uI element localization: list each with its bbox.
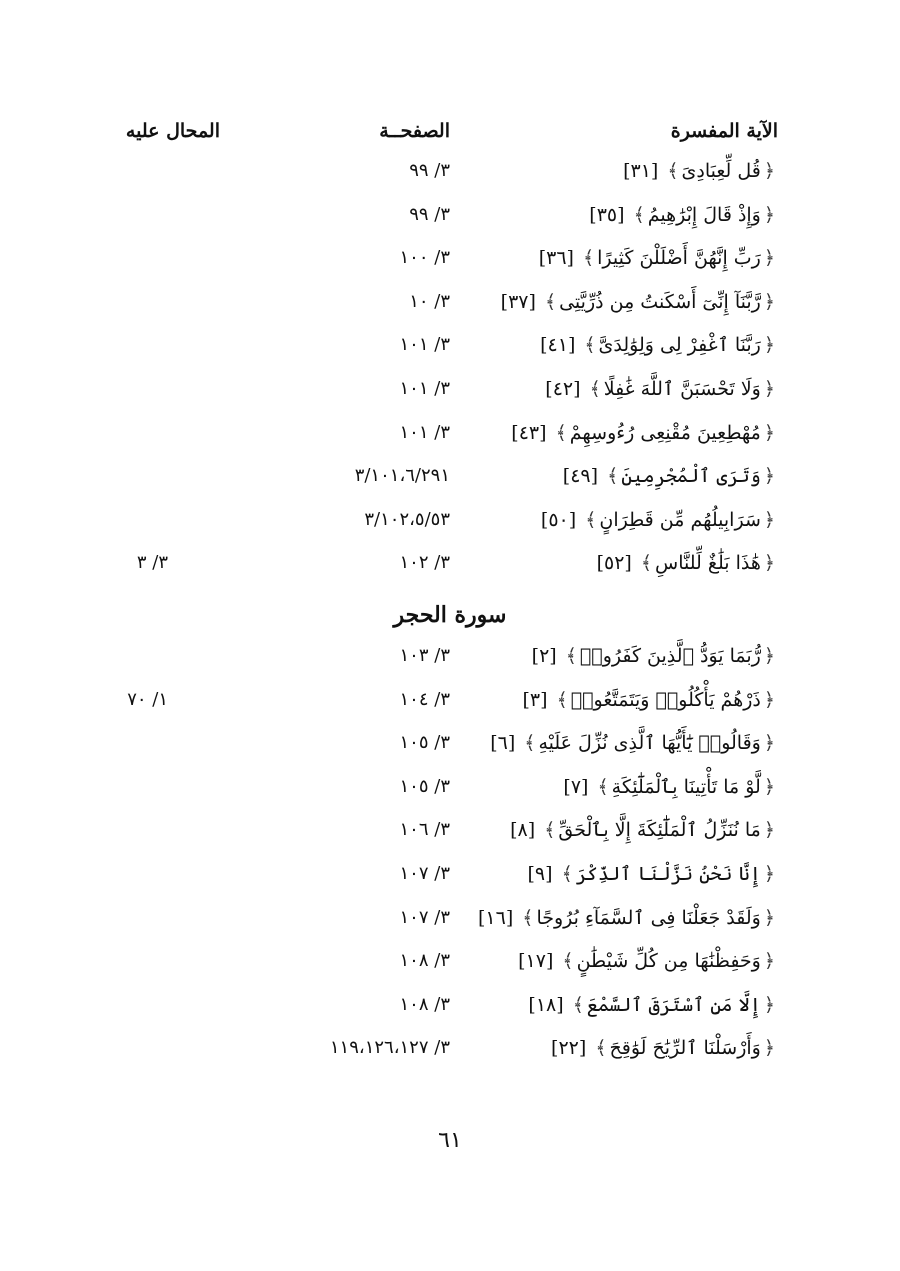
ayah-cell bbox=[589, 204, 778, 226]
ornament-open: ﴿ bbox=[763, 421, 775, 444]
table-row bbox=[0, 378, 900, 418]
ornament-close: ﴾ bbox=[522, 906, 534, 929]
ornament-open: ﴿ bbox=[763, 775, 775, 798]
page-cell: ٣/ ١٠١ bbox=[399, 334, 450, 356]
ornament-open: ﴿ bbox=[763, 1037, 775, 1060]
ayah-cell bbox=[501, 291, 778, 313]
ayah-cell bbox=[545, 378, 778, 400]
header-page: الصفحــة bbox=[379, 120, 450, 142]
table-row bbox=[0, 291, 900, 331]
ornament-open: ﴿ bbox=[763, 950, 775, 973]
ornament-close: ﴾ bbox=[640, 552, 653, 575]
ayah-number: [٦] bbox=[490, 732, 516, 755]
table-row bbox=[0, 907, 900, 947]
ornament-open: ﴿ bbox=[763, 645, 775, 667]
page-cell: ٣/ ٩٩ bbox=[409, 160, 450, 181]
header-reference: المحال عليه bbox=[125, 120, 220, 142]
header-ayah: الآية المفسرة bbox=[670, 120, 778, 142]
table-row bbox=[0, 732, 900, 772]
table-row bbox=[0, 1037, 900, 1077]
ayah-cell bbox=[478, 907, 778, 929]
ornament-close: ﴾ bbox=[565, 645, 577, 667]
ornament-open: ﴿ bbox=[763, 552, 775, 575]
ayah-cell bbox=[563, 465, 778, 487]
ayah-text: مَا نُنَزِّلُ ٱلْمَلَٰٓئِكَةَ إِلَّا بِٱلْحَقِّ bbox=[558, 819, 761, 842]
ayah-number: [١٧] bbox=[518, 950, 554, 973]
reference-cell: ٣/ ٣ bbox=[136, 552, 168, 574]
ayah-number: [٧] bbox=[563, 775, 589, 798]
ayah-cell bbox=[522, 689, 778, 711]
ornament-close: ﴾ bbox=[555, 421, 567, 444]
ayah-number: [٩] bbox=[527, 863, 553, 885]
ornament-open: ﴿ bbox=[763, 819, 775, 842]
ornament-close: ﴾ bbox=[595, 1037, 607, 1060]
ornament-open: ﴿ bbox=[763, 863, 775, 885]
ornament-open: ﴿ bbox=[763, 334, 775, 357]
page-cell: ٣/ ١٠ bbox=[409, 290, 450, 312]
ornament-open: ﴿ bbox=[763, 465, 775, 488]
ornament-open: ﴿ bbox=[763, 508, 775, 531]
ayah-text: هَٰذَا بَلَٰغٌ لِّلنَّاسِ bbox=[655, 552, 761, 575]
ayah-number: [٤٩] bbox=[562, 465, 599, 488]
ayah-text: سَرَابِيلُهُم مِّن قَطِرَانٍ bbox=[599, 508, 761, 531]
page-cell: ٣/ ١٠٨ bbox=[399, 993, 450, 1015]
ayah-cell bbox=[511, 422, 778, 444]
ornament-close: ﴾ bbox=[667, 160, 679, 182]
ornament-open: ﴿ bbox=[763, 290, 775, 313]
ornament-close: ﴾ bbox=[633, 203, 645, 226]
page-cell: ٣/ ١٠٤ bbox=[399, 688, 450, 710]
ayah-text: وَقَالُوا۟ يَٰٓأَيُّهَا ٱلَّذِى نُزِّلَ عَلَيْهِ bbox=[538, 732, 761, 755]
ayah-number: [٣١] bbox=[623, 160, 659, 182]
ornament-open: ﴿ bbox=[763, 203, 775, 226]
table-row bbox=[0, 863, 900, 903]
ayah-cell bbox=[551, 1037, 778, 1059]
ayah-cell bbox=[532, 645, 778, 667]
table-row bbox=[0, 204, 900, 244]
ayah-text: ذَرْهُمْ يَأْكُلُوا۟ وَيَتَمَتَّعُوا۟ bbox=[570, 688, 761, 711]
table-row bbox=[0, 247, 900, 287]
ayah-number: [٣٧] bbox=[500, 290, 536, 313]
ornament-close: ﴾ bbox=[556, 688, 568, 711]
table-row bbox=[0, 334, 900, 374]
page-cell: ٣/ ١٠٥ bbox=[399, 732, 450, 754]
ayah-text: وَإِذْ قَالَ إِبْرَٰهِيمُ bbox=[647, 203, 761, 226]
ayah-text: لَّوْ مَا تَأْتِينَا بِٱلْمَلَٰٓئِكَةِ bbox=[611, 775, 761, 798]
ornament-open: ﴿ bbox=[763, 378, 775, 400]
table-row bbox=[0, 552, 900, 592]
ayah-text: رُّبَمَا يَوَدُّ ٱلَّذِينَ كَفَرُوا۟ bbox=[579, 645, 761, 667]
page-cell: ٣/ ١٠٢ bbox=[399, 552, 450, 574]
page-cell: ٣/ ١٠٥ bbox=[399, 775, 450, 797]
ayah-number: [١٦] bbox=[477, 906, 514, 929]
page-cell: ٣/١٠٢،٥/٥٣ bbox=[364, 508, 450, 530]
ayah-text: وَأَرْسَلْنَا ٱلرِّيَٰحَ لَوَٰقِحَ bbox=[609, 1037, 761, 1060]
table-row bbox=[0, 422, 900, 462]
surah-heading: سورة الحجر bbox=[393, 602, 507, 628]
page-cell: ٣/ ١٠٧ bbox=[399, 906, 450, 928]
ayah-number: [٥٠] bbox=[540, 508, 577, 531]
ayah-number: [٤٣] bbox=[511, 421, 547, 444]
ornament-close: ﴾ bbox=[589, 378, 601, 400]
ornament-close: ﴾ bbox=[583, 247, 595, 270]
ayah-number: [٤٢] bbox=[545, 378, 581, 400]
ayah-number: [٥٢] bbox=[596, 552, 632, 575]
table-row bbox=[0, 689, 900, 729]
ornament-close: ﴾ bbox=[562, 950, 574, 973]
page-cell: ٣/ ١٠٣ bbox=[399, 645, 450, 666]
ayah-text: قُل لِّعِبَادِىَ bbox=[681, 160, 761, 182]
ayah-cell bbox=[528, 994, 778, 1016]
page-cell: ٣/ ١٠١ bbox=[399, 378, 450, 399]
ayah-number: [١٨] bbox=[528, 993, 564, 1016]
ayah-number: [٢٢] bbox=[551, 1037, 587, 1060]
ornament-close: ﴾ bbox=[524, 732, 536, 755]
ornament-close: ﴾ bbox=[597, 775, 609, 798]
table-row bbox=[0, 465, 900, 505]
ayah-text: إِلَّا مَنِ ٱسْتَرَقَ ٱلسَّمْعَ bbox=[586, 993, 761, 1016]
ornament-close: ﴾ bbox=[607, 465, 619, 488]
ornament-close: ﴾ bbox=[544, 819, 556, 842]
ornament-open: ﴿ bbox=[763, 906, 775, 929]
ayah-cell bbox=[490, 732, 778, 754]
ornament-close: ﴾ bbox=[544, 290, 557, 313]
ayah-text: رَبَّنَا ٱغْفِرْ لِى وَلِوَٰلِدَىَّ bbox=[598, 334, 761, 357]
ornament-open: ﴿ bbox=[763, 247, 775, 270]
ayah-text: وَحَفِظْنَٰهَا مِن كُلِّ شَيْطَٰنٍ bbox=[576, 950, 761, 973]
ayah-cell bbox=[518, 950, 778, 972]
ornament-open: ﴿ bbox=[763, 160, 775, 182]
page-cell: ٣/ ١٠٠ bbox=[399, 247, 450, 269]
table-row bbox=[0, 160, 900, 200]
page-cell: ٣/ ١٠٧ bbox=[399, 863, 450, 884]
ayah-text: رَبِّ إِنَّهُنَّ أَضْلَلْنَ كَثِيرًا bbox=[597, 247, 761, 270]
ornament-open: ﴿ bbox=[763, 732, 775, 755]
table-row bbox=[0, 509, 900, 549]
ayah-cell bbox=[623, 160, 778, 182]
ayah-number: [٢] bbox=[531, 645, 557, 667]
table-row bbox=[0, 776, 900, 816]
page-cell: ٣/١٠١،٦/٢٩١ bbox=[354, 465, 450, 487]
ayah-cell bbox=[597, 552, 778, 574]
ayah-number: [٣٦] bbox=[538, 247, 574, 270]
table-row bbox=[0, 994, 900, 1034]
page-cell: ٣/ ١١٩،١٢٦،١٢٧ bbox=[329, 1037, 450, 1059]
ayah-number: [٤١] bbox=[540, 334, 576, 357]
ornament-close: ﴾ bbox=[561, 863, 573, 885]
page-cell: ٣/ ٩٩ bbox=[409, 203, 450, 225]
ayah-number: [٣] bbox=[522, 688, 548, 711]
ayah-text: إِنَّا نَحْنُ نَزَّلْنَا ٱلذِّكْرَ bbox=[575, 863, 761, 885]
ayah-text: وَلَا تَحْسَبَنَّ ٱللَّهَ غَٰفِلًا bbox=[603, 378, 761, 400]
page-cell: ٣/ ١٠١ bbox=[399, 421, 450, 443]
ayah-cell bbox=[510, 819, 778, 841]
ayah-cell bbox=[540, 334, 778, 356]
ayah-cell bbox=[563, 776, 778, 798]
ayah-number: [٨] bbox=[510, 819, 536, 842]
ayah-cell bbox=[539, 247, 778, 269]
ayah-text: وَتَرَى ٱلْمُجْرِمِينَ bbox=[621, 465, 761, 488]
table-row bbox=[0, 645, 900, 685]
ayah-number: [٣٥] bbox=[589, 203, 625, 226]
table-row bbox=[0, 819, 900, 859]
ornament-open: ﴿ bbox=[763, 993, 775, 1016]
ayah-text: مُهْطِعِينَ مُقْنِعِى رُءُوسِهِمْ bbox=[569, 421, 761, 444]
page-cell: ٣/ ١٠٦ bbox=[399, 819, 450, 841]
ornament-close: ﴾ bbox=[585, 508, 597, 531]
table-row bbox=[0, 950, 900, 990]
ayah-cell bbox=[541, 509, 778, 531]
page-cell: ٣/ ١٠٨ bbox=[399, 950, 450, 972]
ornament-open: ﴿ bbox=[763, 688, 775, 711]
ornament-close: ﴾ bbox=[584, 334, 596, 357]
reference-cell: ١/ ٧٠ bbox=[127, 688, 168, 710]
ayah-text: رَّبَّنَآ إِنِّىٓ أَسْكَنتُ مِن ذُرِّيَّتِى bbox=[559, 290, 761, 313]
page-number: ٦١ bbox=[438, 1128, 462, 1153]
ornament-close: ﴾ bbox=[572, 993, 584, 1016]
ayah-cell bbox=[527, 863, 778, 885]
ayah-text: وَلَقَدْ جَعَلْنَا فِى ٱلسَّمَآءِ بُرُوجًا bbox=[536, 906, 761, 929]
